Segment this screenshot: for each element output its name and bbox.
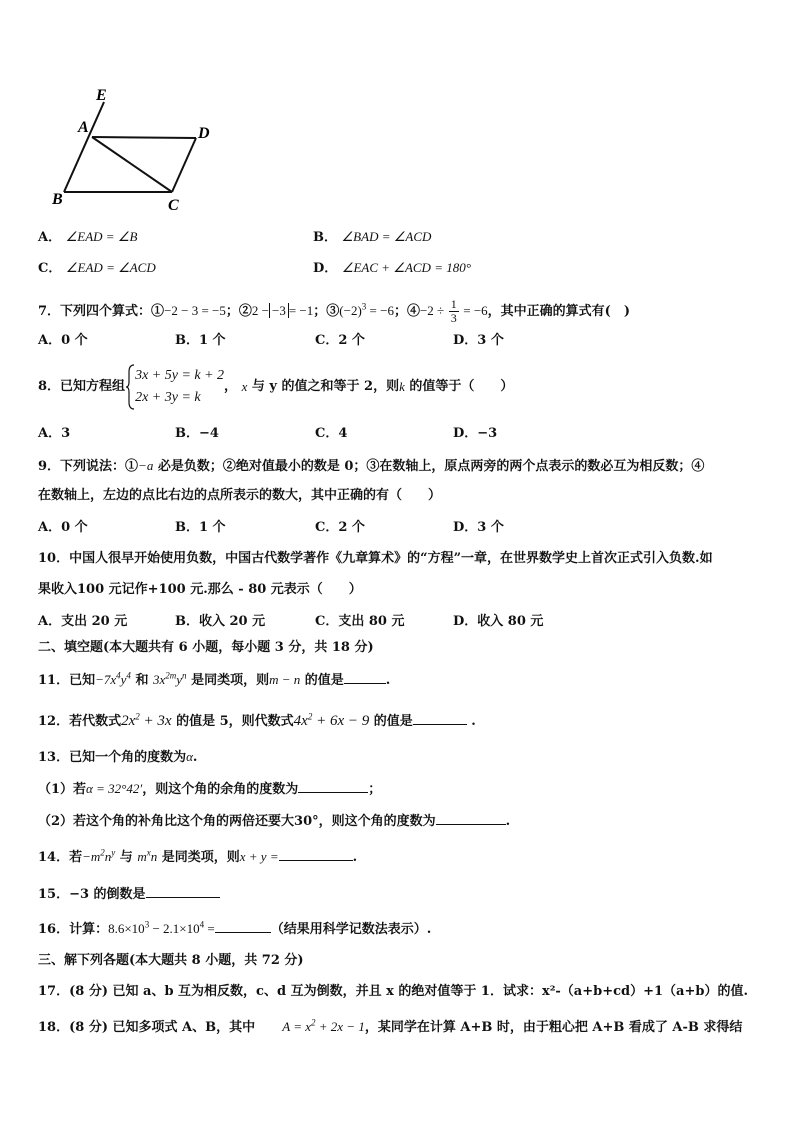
q17-stem: 17．(8 分) 已知 a、b 互为相反数，c、d 互为倒数，并且 x 的绝对值等于 1．试求：x²-（a+b+cd）+1（a+b）的值. — [38, 984, 748, 999]
q6-option-a: A． ∠EAD = ∠B — [38, 229, 138, 245]
answer-blank[interactable] — [146, 885, 220, 898]
q9-stem-line1: 9．下列说法：①−a 必是负数；②绝对值最小的数是 0；③在数轴上，原点两旁的两个点表示的数必互为相反数；④ — [38, 458, 705, 474]
q7-option-c: C．2 个 — [315, 333, 365, 348]
section-3-heading: 三、解下列各题(本大题共 8 小题，共 72 分) — [38, 953, 304, 968]
q8-option-a: A．3 — [38, 426, 71, 441]
q7-stem: 7．下列四个算式：①−2 − 3 = −5；②2 − −3 = −1；$③(-2)^3 = -6$；④−2 ÷ $\frac{1}{3}$ = −6，其中正确的算式有( ) — [38, 297, 630, 325]
q18-stem: 18．(8 分) 已知多项式 A、B，其中 $A = x^2 + 2x - 1$，某同学在计算 A+B 时，由于粗心把 A+B 看成了 A-B 求得结 — [38, 1017, 743, 1035]
q9-option-a: A．0 个 — [38, 520, 88, 535]
answer-blank[interactable] — [436, 812, 506, 825]
q12-stem: 12．若代数式$2x^2 + 3x$ 的值是 5，则代数式$4x^2 + 6x - 9$ 的值是 . — [38, 711, 476, 729]
q9-stem-line2: 在数轴上，左边的点比右边的点所表示的数大，其中正确的有（ ） — [38, 488, 442, 503]
q6-option-c: C． ∠EAD = ∠ACD — [38, 260, 156, 276]
q16-stem: 16．计算：$8.6\times 10^3 - 2.1\times 10^4$ = （结果用科学记数法表示）. — [38, 919, 432, 937]
segment-AC — [92, 137, 172, 192]
q10-option-a: A．支出 20 元 — [38, 614, 128, 629]
q9-option-d: D．3 个 — [453, 520, 504, 535]
q7-option-a: A．0 个 — [38, 333, 88, 348]
q10-option-b: B．收入 20 元 — [175, 614, 266, 629]
q15-stem: 15．−3 的倒数是 — [38, 885, 220, 903]
equation-system: 3x + 5y = k + 2 2x + 3y = k — [135, 368, 225, 405]
answer-blank[interactable] — [413, 712, 467, 725]
segment-AD — [92, 137, 196, 138]
q7-option-d: D．3 个 — [453, 333, 504, 348]
label-D: D — [198, 125, 210, 142]
answer-blank[interactable] — [215, 920, 271, 933]
q13-stem: 13．已知一个角的度数为α. — [38, 749, 198, 765]
q6-option-d: D． ∠EAC + ∠ACD = 180° — [313, 260, 471, 276]
fraction-one-third: $\frac{1}{3}$ — [450, 297, 457, 325]
q13-part1: （1）若α = 32°42′，则这个角的余角的度数为 ； — [38, 781, 382, 797]
segment-EB — [64, 102, 104, 192]
q9-option-b: B．1 个 — [175, 520, 226, 535]
q13-part2: （2）若这个角的补角比这个角的两倍还要大30°，则这个角的度数为 . — [38, 814, 511, 829]
left-brace-icon — [125, 364, 135, 410]
q14-stem: 14．若$-m^2n^y$ 与 $m^xn$ 是同类项，则x + y = . — [38, 847, 358, 865]
label-C: C — [168, 197, 179, 214]
q10-stem-line1: 10．中国人很早开始使用负数，中国古代数学著作《九章算术》的“方程”一章，在世界数学史上首次正式引入负数.如 — [38, 551, 713, 566]
answer-blank[interactable] — [298, 780, 368, 793]
q8-option-c: C．4 — [315, 426, 348, 441]
answer-blank[interactable] — [279, 848, 353, 861]
label-B: B — [52, 191, 63, 208]
q8-option-d: D．−3 — [453, 426, 498, 441]
q9-option-c: C．2 个 — [315, 520, 365, 535]
q8-option-b: B．−4 — [175, 426, 219, 441]
q10-option-c: C．支出 80 元 — [315, 614, 405, 629]
q8-stem: 8．已知方程组 3x + 5y = k + 2 2x + 3y = k ， x 与 y 的值之和等于 2，则k 的值等于（ ） — [38, 364, 513, 410]
q7-option-b: B．1 个 — [175, 333, 226, 348]
section-2-heading: 二、填空题(本大题共有 6 小题，每小题 3 分，共 18 分) — [38, 640, 374, 655]
segment-DC — [172, 138, 196, 192]
q11-stem: 11．已知$-7x^4y^4$ 和 $3x^{2m}y^n$ 是同类项，则m − n 的值是 . — [38, 670, 391, 688]
label-E: E — [96, 87, 107, 104]
q10-stem-line2: 果收入100 元记作+100 元.那么 - 80 元表示（ ） — [38, 582, 362, 597]
parallelogram-figure — [48, 84, 228, 214]
q10-option-d: D．收入 80 元 — [453, 614, 544, 629]
q6-option-b: B． ∠BAD = ∠ACD — [313, 229, 432, 245]
answer-blank[interactable] — [344, 671, 386, 684]
label-A: A — [78, 119, 89, 136]
